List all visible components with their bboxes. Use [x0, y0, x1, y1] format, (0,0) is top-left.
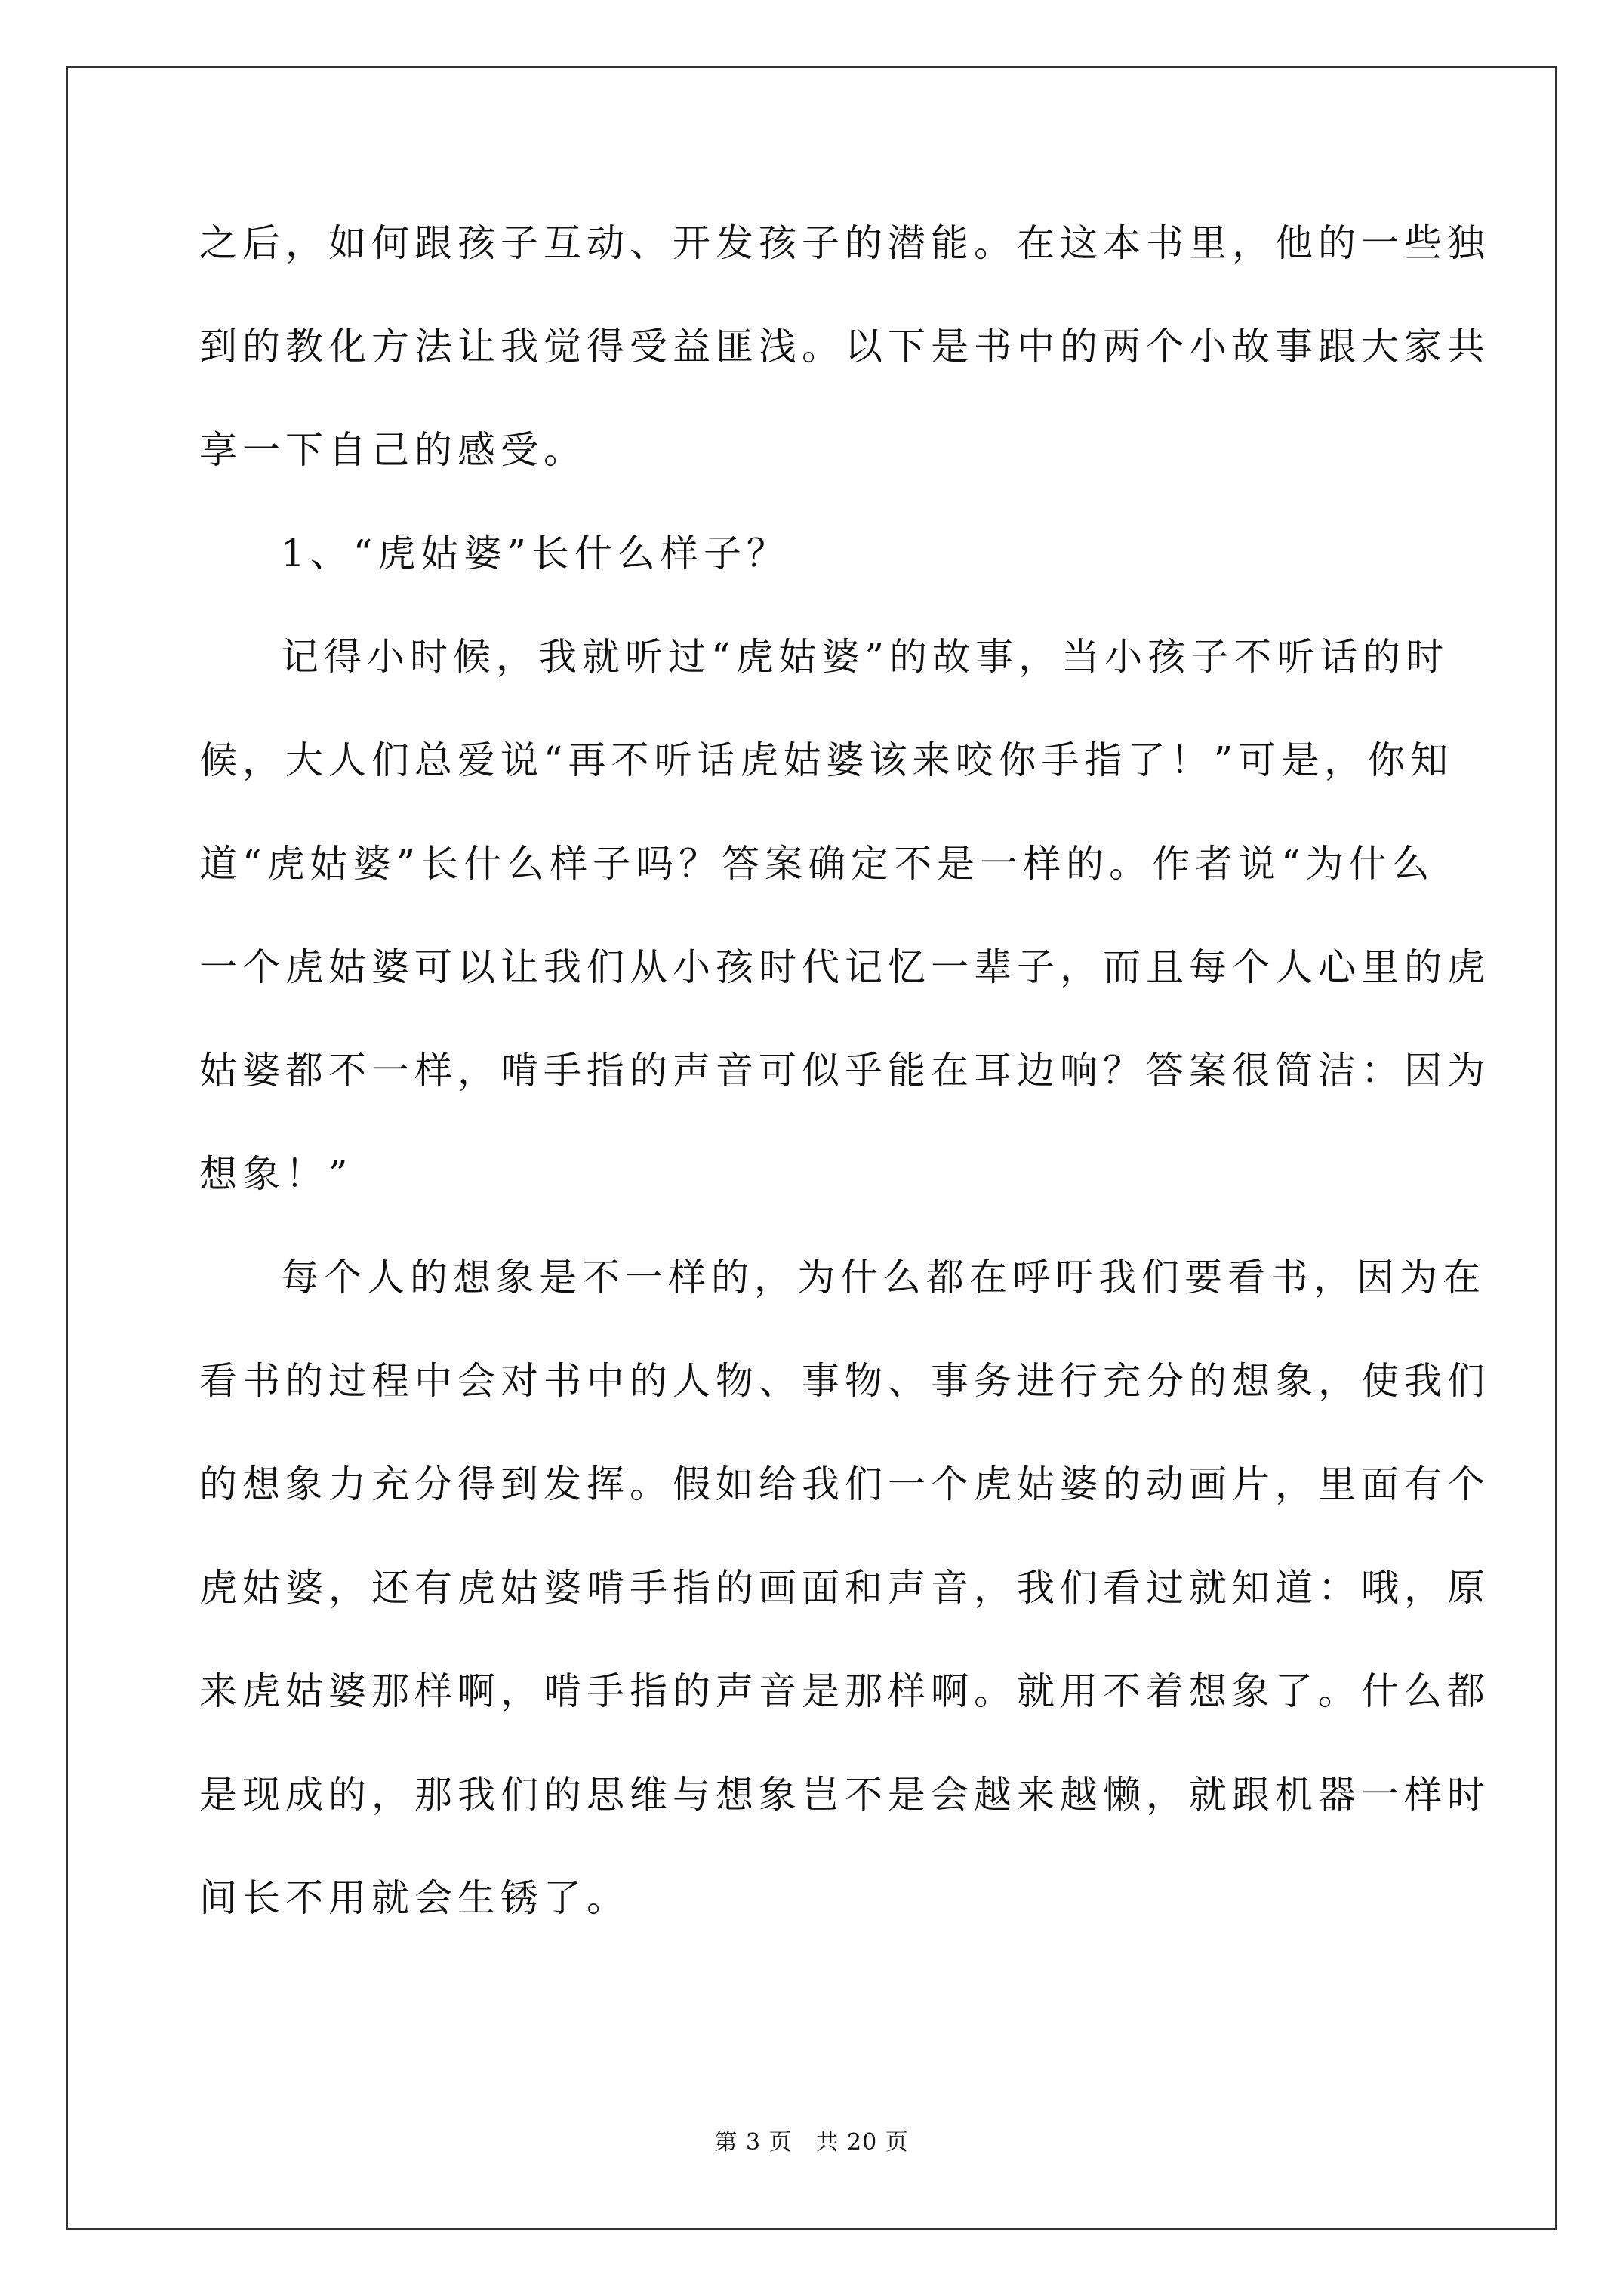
text-line: 道“虎姑婆”长什么样子吗？答案确定不是一样的。作者说“为什么	[199, 842, 1435, 886]
text-line: 候，大人们总爱说“再不听话虎姑婆该来咬你手指了！”可是，你知	[199, 738, 1454, 782]
section-heading: 1、“虎姑婆”长什么样子？	[281, 532, 790, 575]
text-line: 记得小时候，我就听过“虎姑婆”的故事，当小孩子不听话的时	[281, 635, 1449, 679]
text-line: 来虎姑婆那样啊，啃手指的声音是那样啊。就用不着想象了。什么都	[199, 1669, 1490, 1713]
text-line: 虎姑婆，还有虎姑婆啃手指的画面和声音，我们看过就知道：哦，原	[199, 1566, 1490, 1610]
text-line: 是现成的，那我们的思维与想象岂不是会越来越懒，就跟机器一样时	[199, 1773, 1490, 1817]
text-line: 到的教化方法让我觉得受益匪浅。以下是书中的两个小故事跟大家共	[199, 325, 1490, 368]
text-line: 的想象力充分得到发挥。假如给我们一个虎姑婆的动画片，里面有个	[199, 1462, 1490, 1506]
text-line: 间长不用就会生锈了。	[199, 1876, 630, 1920]
text-line: 每个人的想象是不一样的，为什么都在呼吁我们要看书，因为在	[281, 1256, 1486, 1299]
text-line: 看书的过程中会对书中的人物、事物、事务进行充分的想象，使我们	[199, 1359, 1490, 1403]
text-line: 享一下自己的感受。	[199, 428, 587, 472]
text-line: 姑婆都不一样，啃手指的声音可似乎能在耳边响？答案很简洁：因为	[199, 1049, 1490, 1093]
page-number: 第 3 页 共 20 页	[714, 2129, 909, 2156]
text-line: 一个虎姑婆可以让我们从小孩时代记忆一辈子，而且每个人心里的虎	[199, 945, 1490, 989]
text-line: 想象！”	[199, 1152, 353, 1196]
text-line: 之后，如何跟孩子互动、开发孩子的潜能。在这本书里，他的一些独	[199, 221, 1490, 265]
